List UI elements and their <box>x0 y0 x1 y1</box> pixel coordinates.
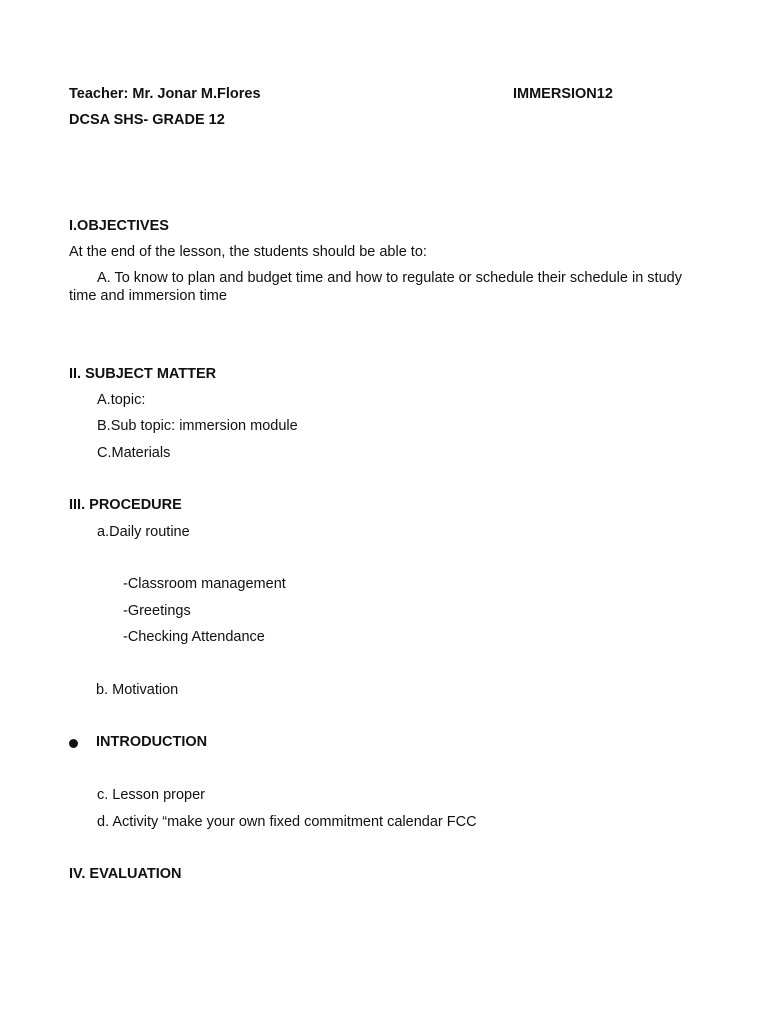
objectives-intro: At the end of the lesson, the students should be able to: <box>69 244 427 260</box>
objectives-heading: I.OBJECTIVES <box>69 218 169 234</box>
procedure-lesson-proper: c. Lesson proper <box>97 787 206 803</box>
procedure-motivation: b. Motivation <box>96 682 179 698</box>
objective-item-a: A. To know to plan and budget time and how to regulate or schedule their schedule in study time and immersion time <box>69 270 682 304</box>
bullet-icon <box>69 739 78 748</box>
teacher-name: Teacher: Mr. Jonar M.Flores <box>69 86 261 102</box>
routine-item: -Checking Attendance <box>123 629 265 645</box>
procedure-activity: d. Activity “make your own fixed commitment calendar FCC <box>97 814 477 830</box>
subject-materials: C.Materials <box>97 445 171 461</box>
subject-sub-topic: B.Sub topic: immersion module <box>97 418 298 434</box>
routine-item: -Greetings <box>123 603 191 619</box>
school-grade: DCSA SHS- GRADE 12 <box>69 112 225 128</box>
subject-matter-heading: II. SUBJECT MATTER <box>69 366 217 382</box>
procedure-heading: III. PROCEDURE <box>69 497 182 513</box>
course-code: IMMERSION12 <box>513 86 613 102</box>
subject-topic: A.topic: <box>97 392 146 408</box>
routine-item: -Classroom management <box>123 576 286 592</box>
procedure-daily-routine: a.Daily routine <box>97 524 190 540</box>
evaluation-heading: IV. EVALUATION <box>69 866 182 882</box>
introduction-heading: INTRODUCTION <box>96 734 208 750</box>
